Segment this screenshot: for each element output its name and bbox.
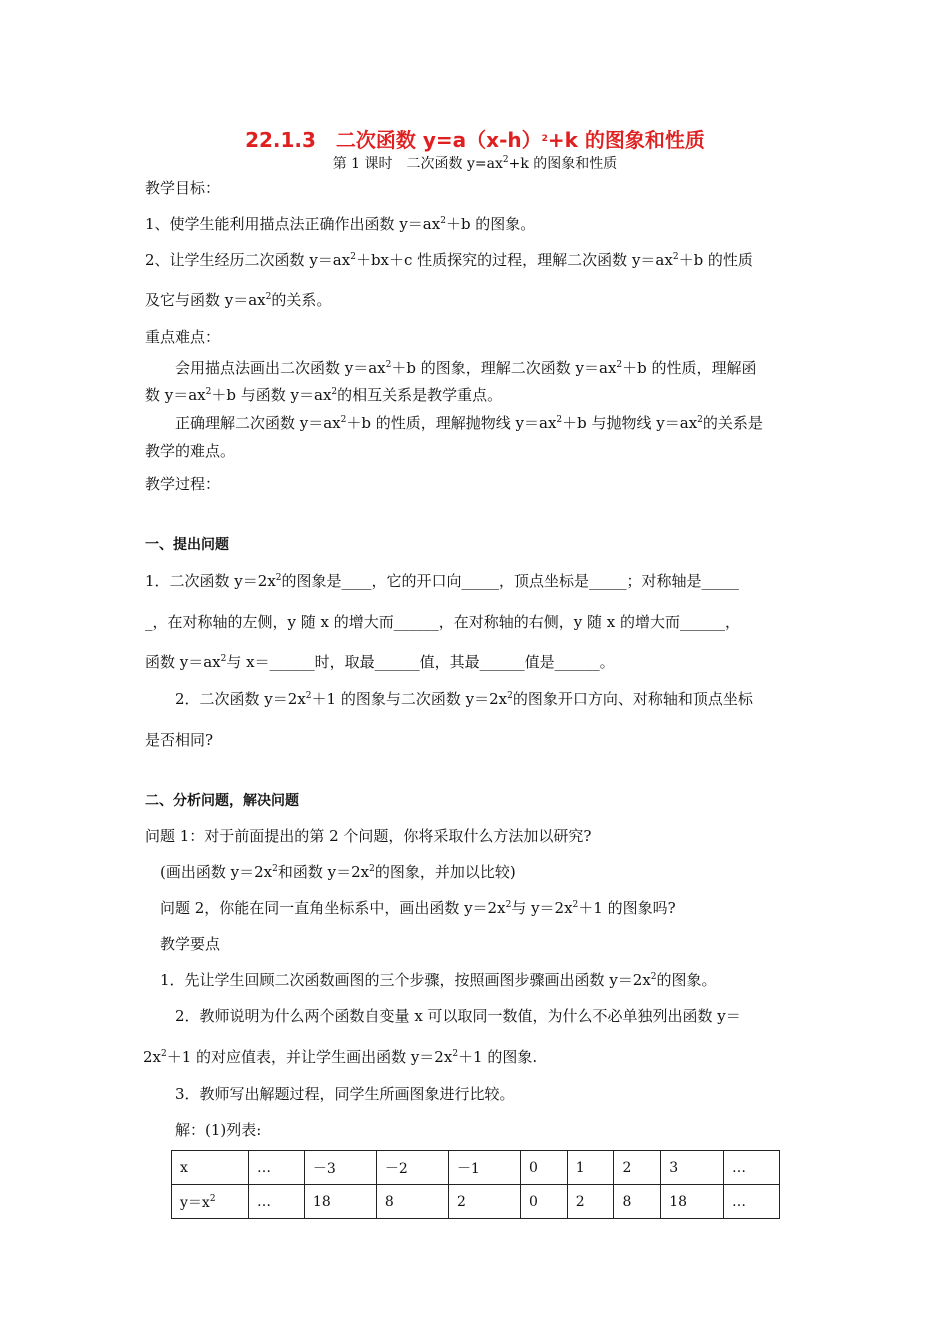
table-cell: … xyxy=(724,1185,780,1219)
point-2a: 2．教师说明为什么两个函数自变量 x 可以取同一数值，为什么不必单独列出函数 y＝ xyxy=(175,1007,741,1025)
table-row xyxy=(172,1151,780,1185)
question-1c: 函数 $y=ax^2$与 x＝______时，取最______值，其最______值是______。 xyxy=(145,653,615,671)
objectives-label: 教学目标： xyxy=(145,179,221,197)
point-3: 3．教师写出解题过程，同学生所画图象进行比较。 xyxy=(175,1085,515,1103)
table-cell: －2 xyxy=(376,1151,448,1185)
table-cell: $y=x^2$ xyxy=(172,1185,249,1219)
process-label: 教学过程： xyxy=(145,475,221,493)
lesson-subtitle: 第 1 课时 二次函数 $y=ax^2+k$ 的图象和性质 xyxy=(332,155,618,172)
question-2b: 是否相同? xyxy=(145,731,214,749)
problem-2: 问题 2，你能在同一直角坐标系中，画出函数 $y=2x^2$与 $y=2x^2+1$ 的图象吗? xyxy=(160,899,676,917)
table-cell: 2 xyxy=(448,1185,520,1219)
table-row xyxy=(172,1185,780,1219)
table-cell: 18 xyxy=(304,1185,376,1219)
problem-1: 问题 1：对于前面提出的第 2 个问题，你将采取什么方法加以研究? xyxy=(145,827,592,845)
table-cell: 3 xyxy=(661,1151,724,1185)
question-2a: 2．二次函数 $y=2x^2+1$ 的图象与二次函数 $y=2x^2$的图象开口方向、对称轴和顶点坐标 xyxy=(175,690,753,708)
teaching-points-label: 教学要点 xyxy=(160,935,221,953)
keypoints-label: 重点难点： xyxy=(145,328,221,346)
objective-2-cont: 及它与函数 $y=ax^2$的关系。 xyxy=(145,291,332,309)
table-cell: 8 xyxy=(614,1185,661,1219)
solution-label: 解：(1)列表: xyxy=(175,1121,262,1139)
section-2-heading: 二、分析问题，解决问题 xyxy=(145,793,299,809)
point-1: 1．先让学生回顾二次函数画图的三个步骤，按照画图步骤画出函数 $y=2x^2$的图象。 xyxy=(160,971,717,989)
table-cell: … xyxy=(249,1151,305,1185)
problem-1-hint: (画出函数 $y=2x^2$和函数 $y=2x^2$的图象，并加以比较) xyxy=(160,863,516,881)
keypoints-paragraph-2a: 正确理解二次函数 $y=ax^2+b$ 的性质，理解抛物线 $y=ax^2+b$ 与抛物线 $y=ax^2$的关系是 xyxy=(175,414,763,432)
table-cell: －3 xyxy=(304,1151,376,1185)
keypoints-paragraph-1b: 数 $y=ax^2+b$ 与函数 $y=ax^2$的相互关系是教学重点。 xyxy=(145,386,503,404)
table-cell: … xyxy=(249,1185,305,1219)
point-2b: $2x^2+1$ 的对应值表，并让学生画出函数 $y=2x^2+1$ 的图象. xyxy=(143,1048,538,1066)
table-cell: … xyxy=(724,1151,780,1185)
table-cell: 0 xyxy=(520,1185,567,1219)
table-cell: x xyxy=(172,1151,249,1185)
table-cell: －1 xyxy=(448,1151,520,1185)
table-cell: 2 xyxy=(614,1151,661,1185)
table-cell: 18 xyxy=(661,1185,724,1219)
objective-2: 2、让学生经历二次函数 $y=ax^2+bx+c$ 性质探究的过程，理解二次函数 $y=ax^2+b$ 的性质 xyxy=(145,251,753,269)
keypoints-paragraph-1a: 会用描点法画出二次函数 $y=ax^2+b$ 的图象，理解二次函数 $y=ax^2+b$ 的性质，理解函 xyxy=(175,359,757,377)
keypoints-paragraph-2b: 教学的难点。 xyxy=(145,442,236,460)
table-cell: 8 xyxy=(376,1185,448,1219)
value-table xyxy=(171,1150,780,1219)
table-cell: 1 xyxy=(567,1151,614,1185)
question-1b: _，在对称轴的左侧，y 随 x 的增大而______，在对称轴的右侧，y 随 x 的增大而______， xyxy=(145,613,740,631)
objective-1: 1、使学生能利用描点法正确作出函数 $y=ax^2+b$ 的图象。 xyxy=(145,215,536,233)
document-title: 22.1.3 二次函数 $y=a(x-h)^2+k$ 的图象和性质 xyxy=(245,128,705,152)
table-cell: 2 xyxy=(567,1185,614,1219)
table-cell: 0 xyxy=(520,1151,567,1185)
section-1-heading: 一、提出问题 xyxy=(145,537,229,553)
question-1a: 1．二次函数 $y=2x^2$的图象是____，它的开口向_____，顶点坐标是_____；对称轴是_____ xyxy=(145,572,740,590)
